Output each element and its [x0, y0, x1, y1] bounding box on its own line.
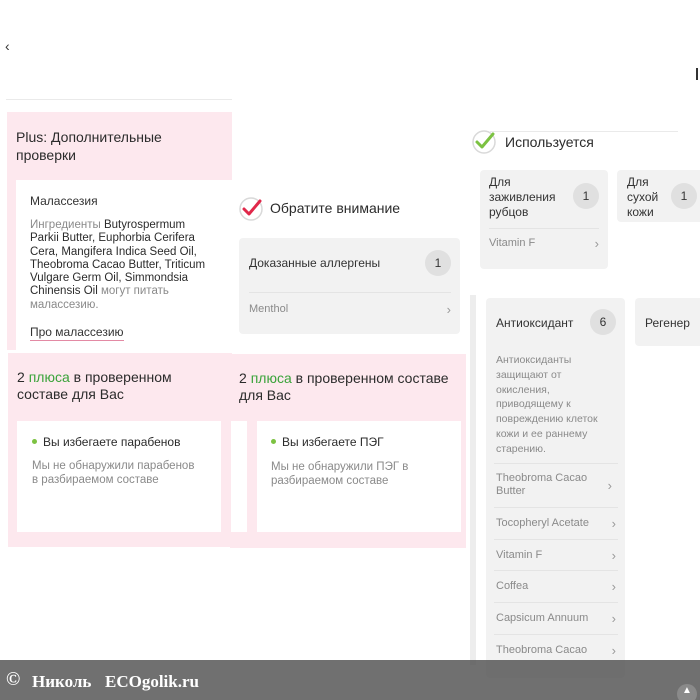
allergens-label: Доказанные аллергены — [249, 256, 381, 270]
used-card-scars-label: Для заживления рубцов — [489, 175, 556, 219]
antioxidant-separator — [494, 463, 618, 464]
malassezia-title: Малассезия — [30, 194, 98, 208]
antioxidant-separator — [494, 539, 618, 540]
chevron-right-icon: › — [611, 643, 616, 658]
antioxidant-separator — [494, 602, 618, 603]
stray-mark-right — [696, 68, 698, 80]
used-item-vitamin-f[interactable] — [489, 237, 599, 249]
watermark-bar — [0, 660, 700, 700]
peg-title — [271, 435, 384, 449]
antioxidant-panel-border — [470, 295, 476, 665]
plus-left-prefix: 2 — [17, 369, 29, 385]
used-card-scars-count: 1 — [573, 183, 599, 209]
check-circle-green-icon — [471, 129, 497, 155]
antioxidant-item-label: Vitamin F — [496, 549, 543, 561]
allergen-item-menthol[interactable] — [249, 303, 451, 315]
plus-mid-prefix: 2 — [239, 370, 251, 386]
chevron-right-icon: › — [594, 236, 599, 251]
used-card-dry-skin-label: Для сухой кожи — [627, 175, 659, 219]
chevron-right-icon: › — [611, 579, 616, 594]
plus-left-heading — [17, 369, 217, 403]
plus-mid-green: плюса — [250, 370, 292, 386]
malassezia-text-prefix: Ингредиенты — [30, 219, 104, 231]
antioxidant-title: Антиоксидант — [496, 316, 574, 330]
plus-mid-card-sliver — [231, 421, 247, 532]
chevron-right-icon: › — [446, 302, 451, 317]
antioxidant-item-capsicum[interactable] — [496, 612, 616, 625]
antioxidant-item-theobroma-butter[interactable] — [496, 472, 612, 498]
allergens-separator — [249, 292, 451, 293]
antioxidant-item-label: Capsicum Annuum — [496, 612, 589, 624]
bullet-dot-icon — [32, 439, 37, 444]
antioxidant-item-label: Theobroma Cacao — [496, 644, 588, 656]
malassezia-ingredients: Butyrospermum Parkii Butter, Euphorbia Cerifera Cera, Mangifera Indica Seed Oil, Theobroma Cacao Butter, Triticum Vulgare Germ Oil, Simmondsia Chinensis Oil — [30, 219, 206, 298]
used-card-scars-separator — [489, 228, 599, 229]
chevron-right-icon: › — [607, 478, 612, 493]
scroll-top-icon[interactable]: ▲ — [677, 684, 697, 700]
antioxidant-separator — [494, 507, 618, 508]
watermark-author: Николь — [32, 672, 92, 691]
regeneration-title: Регенер — [645, 316, 690, 330]
check-circle-icon — [238, 196, 264, 222]
antioxidant-separator — [494, 634, 618, 635]
antioxidant-desc: Антиоксиданты защищают от окисления, приводящему к повреждению клеток кожи и ее раннему старению. — [496, 354, 598, 455]
plus-left-suffix: в проверенном составе для Вас — [17, 369, 172, 402]
malassezia-text-suffix: могут питать малассезию. — [30, 285, 169, 311]
divider — [6, 99, 232, 100]
used-title: Используется — [505, 134, 594, 150]
chevron-right-icon: › — [611, 548, 616, 563]
parabens-title — [32, 435, 180, 449]
plus-left-green: плюса — [28, 369, 70, 385]
watermark-site: ECOgolik.ru — [105, 672, 199, 691]
divider — [490, 131, 678, 132]
antioxidant-count-badge: 6 — [590, 309, 616, 335]
used-card-dry-skin-count: 1 — [671, 183, 697, 209]
copyright-symbol: © — [6, 669, 21, 690]
plus-mid-suffix: в проверенном составе для Вас — [239, 370, 449, 403]
plus-mid-heading — [239, 370, 449, 404]
antioxidant-item-tocopheryl[interactable] — [496, 517, 616, 530]
antioxidant-item-coffea[interactable] — [496, 580, 616, 593]
malassezia-text — [30, 219, 216, 312]
antioxidant-item-vitamin-f[interactable] — [496, 549, 616, 562]
antioxidant-item-label: Coffea — [496, 580, 529, 592]
extra-checks-title: Plus: Дополнительные проверки — [16, 129, 162, 163]
chevron-right-icon: › — [611, 516, 616, 531]
parabens-title-text: Вы избегаете парабенов — [43, 435, 181, 449]
allergens-count-badge: 1 — [425, 250, 451, 276]
chevron-right-icon: › — [611, 611, 616, 626]
antioxidant-item-label: Theobroma Cacao Butter — [496, 472, 588, 497]
malassezia-link[interactable]: Про малассезию — [30, 325, 124, 339]
antioxidant-item-theobroma[interactable] — [496, 644, 616, 657]
parabens-desc: Мы не обнаружили парабенов в разбираемом составе — [32, 460, 195, 486]
allergens-card[interactable] — [239, 238, 460, 334]
peg-desc: Мы не обнаружили ПЭГ в разбираемом составе — [271, 461, 409, 487]
allergen-item-label: Menthol — [249, 303, 289, 315]
antioxidant-separator — [494, 570, 618, 571]
peg-title-text: Вы избегаете ПЭГ — [282, 435, 384, 449]
bullet-dot-icon — [271, 439, 276, 444]
attention-title: Обратите внимание — [270, 200, 401, 216]
used-item-label: Vitamin F — [489, 237, 536, 249]
stray-mark: ‹ — [5, 38, 10, 54]
antioxidant-item-label: Tocopheryl Acetate — [496, 517, 589, 529]
